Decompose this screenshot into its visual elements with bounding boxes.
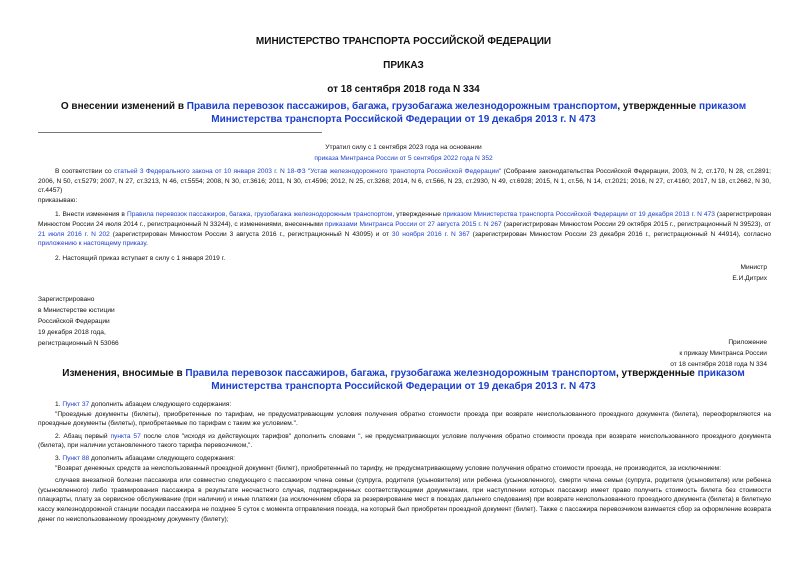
change-text: после слов "исходя из действующих тарифов" дополнить словами ", не предусматривающих условие получения обратно стоимости проезда при возврате неиспользованного проездного документа (билета), при наличии установленного такого тарифа перевозчиком,". xyxy=(38,432,772,450)
item-1-link-rules[interactable]: Правила перевозок пассажиров, багажа, грузобагажа железнодорожным транспортом xyxy=(126,211,393,219)
item-1-paragraph xyxy=(38,210,771,248)
item-text: , утвержденные xyxy=(392,211,443,219)
appendix-block xyxy=(670,337,767,370)
registration-block xyxy=(38,294,119,349)
title-text-mid: , утвержденные xyxy=(617,101,700,112)
item-text: (зарегистрирован Минюстом России 3 августа 2016 г., регистрационный N 43095) и от xyxy=(109,230,392,238)
signature-role: Министр xyxy=(740,264,767,271)
changes-body xyxy=(38,400,771,524)
registration-line: Российской Федерации xyxy=(38,318,110,325)
changes-title-text: , утвержденные xyxy=(616,368,698,379)
change-text: дополнить абзацем следующего содержания: xyxy=(89,401,232,408)
doc-title xyxy=(30,100,777,126)
changes-title-link-rules[interactable]: Правила перевозок пассажиров, багажа, грузобагажа железнодорожным транспортом xyxy=(185,368,616,379)
change-1-quote: "Проездные документы (билеты), приобретенные по тарифам, не предусматривающим условия получения обратно стоимости проезда при возврате неиспользованного проездного документа (билета), переоформляются на проездные документы (билеты), приобретаемые по тарифам с таким же условием.". xyxy=(38,410,771,428)
change-3-link[interactable]: Пункт 88 xyxy=(62,454,90,462)
change-text: дополнить абзацами следующего содержания: xyxy=(89,454,235,462)
preamble-text: (Собрание законодательства Российской Федерации, 2003, N 2, ст.170, N 28, ст.2891; 2006, N 50, ст.5279; 2007, N 27, ст.3213, N 46, ст.5554; 2008, N 30, ст.3616; 2011, N 30, ст.4596; 2012, N 25, ст.3268; 2014, N 6, ст.566, N 23, ст.2930, N 49, ст.6928; 2015, N 1, ст.56, N 14, ст.2021; 2016, N 27, ст.4160; 2017, N 18, ст.2662, N 30, ст.4457) xyxy=(38,168,771,195)
preamble-text: В соответствии со xyxy=(55,168,114,175)
appendix-line: к приказу Минтранса России xyxy=(679,350,767,357)
signature-name: Е.И.Дитрих xyxy=(732,275,767,282)
change-text: 3. xyxy=(55,454,63,462)
item-text: (зарегистрирован Минюстом России 23 декабря 2016 г., регистрационный N 44914), согласно xyxy=(469,230,771,238)
preamble-link-law[interactable]: статьей 3 Федерального закона от 10 января 2003 г. N 18-ФЗ "Устав железнодорожного транспорта Российской Федерации" xyxy=(113,168,502,175)
doc-type-heading: ПРИКАЗ xyxy=(383,60,424,71)
registration-line: в Министерстве юстиции xyxy=(38,307,115,314)
changes-title-text: Изменения, вносимые в xyxy=(62,368,186,379)
item-text: (зарегистрирован Минюстом России 29 октября 2015 г., регистрационный N 39523), от xyxy=(501,220,771,228)
order-body xyxy=(38,167,771,263)
registration-line: регистрационный N 53066 xyxy=(38,340,119,347)
item-1-link-order-202[interactable]: 21 июля 2016 г. N 202 xyxy=(38,230,110,238)
status-line: Утратил силу с 1 сентября 2023 года на основании xyxy=(325,144,482,151)
item-text: 1. Внести изменения в xyxy=(55,211,127,219)
title-link-order[interactable]: приказом Министерства транспорта Российской Федерации от 19 декабря 2013 г. N 473 xyxy=(211,101,747,125)
signature-block xyxy=(732,262,767,284)
order-word: приказываю: xyxy=(38,196,78,204)
item-1-link-order[interactable]: приказом Министерства транспорта Российской Федерации от 19 декабря 2013 г. N 473 xyxy=(442,211,715,219)
change-2-link[interactable]: пункта 57 xyxy=(110,432,141,440)
doc-date-number: от 18 сентября 2018 года N 334 xyxy=(327,84,480,95)
item-text: (зарегистрирован Минюстом России 24 июля 2014 г., регистрационный N 33244), с изменениями, внесенными xyxy=(38,211,771,228)
title-separator xyxy=(38,132,322,133)
ministry-heading: МИНИСТЕРСТВО ТРАНСПОРТА РОССИЙСКОЙ ФЕДЕРАЦИИ xyxy=(255,36,552,47)
item-1-link-order-267[interactable]: приказами Минтранса России от 27 августа 2015 г. N 267 xyxy=(324,220,502,228)
change-1-link[interactable]: Пункт 37 xyxy=(62,401,90,408)
change-1 xyxy=(38,400,771,410)
item-2-paragraph: 2. Настоящий приказ вступает в силу с 1 января 2019 г. xyxy=(55,254,226,262)
changes-title xyxy=(30,367,777,393)
appendix-line: от 18 сентября 2018 года N 334 xyxy=(670,361,767,368)
change-3-case: случаев внезапной болезни пассажира или совместно следующего с пассажиром члена семьи (супруга, родителя (усыновителя) или ребенка (усыновленного), смерти члена семьи (супруга, родителя (усыновителя) или ребенка (усыновленного) либо травмирования пассажира в результате несчастного случая, подтвержденных соответствующими документами, при наступлении которых пассажир имеет право получить стоимость билета без стоимости плацкарты, плату за сервисное обслуживание (при наличии) и иные платежи (за исключением сбора за резервирование мест в поездах дальнего следования) при возврате неиспользованного проездного документа (билета) в билетную кассу железнодорожной станции посадки пассажира не позднее 5 суток с момента отправления поезда, на который был приобретен проездной документ (билет). Также с пассажира перевозчиком взимается сбор за оформление возврата денег по неиспользованному проездному документу (билету); xyxy=(38,477,771,523)
change-2 xyxy=(38,432,771,451)
change-3 xyxy=(38,454,771,464)
preamble-paragraph xyxy=(38,167,771,196)
item-1-link-order-367[interactable]: 30 ноября 2016 г. N 367 xyxy=(391,230,470,238)
changes-title-link-order[interactable]: приказом Министерства транспорта Российской Федерации от 19 декабря 2013 г. N 473 xyxy=(211,368,745,392)
registration-line: Зарегистрировано xyxy=(38,296,95,303)
appendix-line: Приложение xyxy=(728,339,767,346)
item-text: . xyxy=(146,240,148,248)
title-text-pre: О внесении изменений в xyxy=(60,101,187,112)
item-1-link-appendix[interactable]: приложению к настоящему приказу xyxy=(38,240,147,248)
status-note xyxy=(0,142,807,164)
change-text: 1. xyxy=(55,401,63,408)
change-3-quote: "Возврат денежных средств за неиспользованный проездной документ (билет), приобретенный по тарифу, не предусматривающему условие получения обратно стоимости проезда, не производится, за исключением: xyxy=(55,464,722,472)
title-link-rules[interactable]: Правила перевозок пассажиров, багажа, грузобагажа железнодорожным транспортом xyxy=(186,101,618,112)
change-text: 2. Абзац первый xyxy=(55,432,111,440)
status-link[interactable]: приказа Минтранса России от 5 сентября 2022 года N 352 xyxy=(314,155,493,162)
registration-line: 19 декабря 2018 года, xyxy=(38,329,106,336)
